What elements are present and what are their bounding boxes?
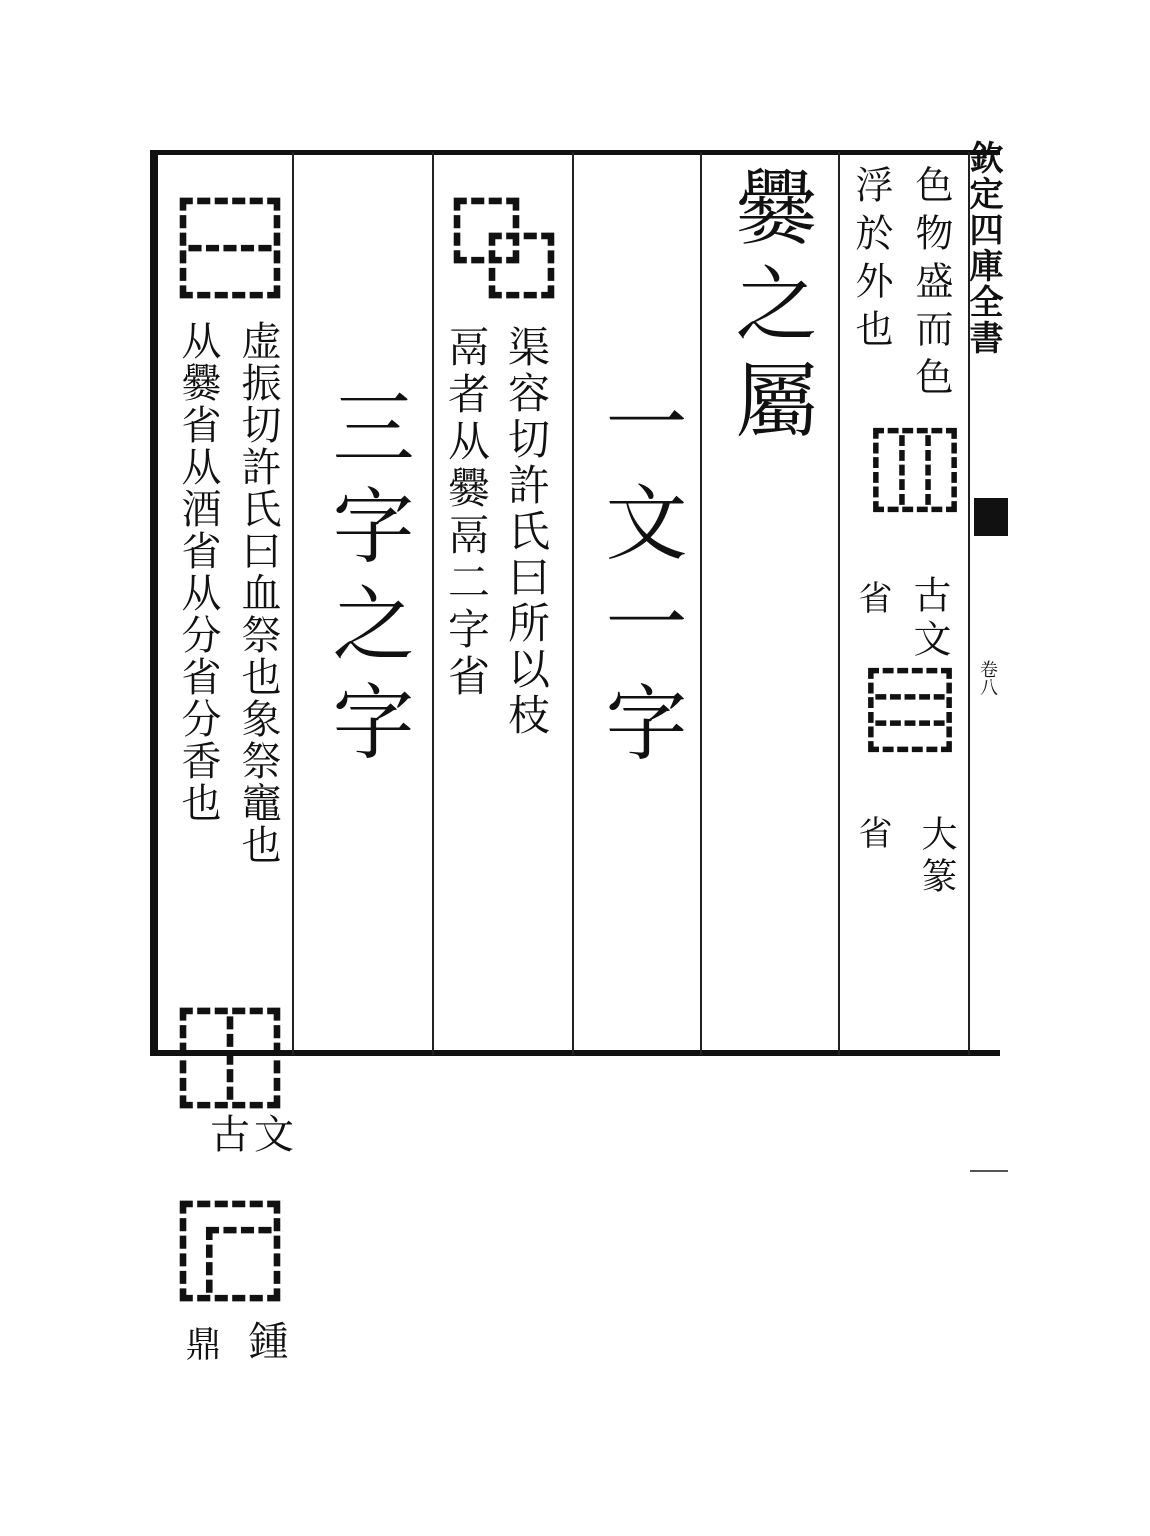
column-rule	[838, 152, 840, 1055]
fish-tail-mark	[974, 498, 1008, 536]
seal-glyph-icon: ⿳	[865, 660, 955, 766]
gloss-line: 鬲者从爨鬲二字省	[442, 325, 491, 701]
gloss-line: 渠容切許氏曰所以枝	[502, 325, 551, 739]
count-line: 一文一字	[592, 380, 687, 780]
section-heading: 爨之屬	[722, 165, 817, 453]
gloss-line: 虚振切許氏曰血祭也象祭竈也	[235, 320, 281, 866]
seal-glyph-icon: ⿻	[449, 189, 558, 315]
column-rule	[572, 152, 574, 1055]
text-line: 古文	[907, 575, 951, 663]
volume-label: 卷八	[977, 660, 998, 696]
seal-glyph-icon: ⿸	[175, 1192, 284, 1318]
edge-tick	[970, 1170, 1008, 1172]
text-line: 色物盛而色	[909, 165, 953, 405]
seal-glyph-icon: ⿰	[175, 999, 284, 1125]
text-line: 省	[852, 580, 892, 614]
count-line: 三字之字	[319, 385, 414, 777]
column-rule	[700, 152, 702, 1055]
column-rule	[292, 152, 294, 1055]
gloss-line: 从爨省从酒省从分省分香也	[175, 320, 221, 824]
book-title-edge: 欽定四庫全書	[963, 140, 1003, 356]
text-line: 古文	[210, 1112, 298, 1158]
column-rule	[432, 152, 434, 1055]
text-line: 大篆	[916, 815, 957, 899]
text-line: 鼎	[180, 1325, 221, 1361]
text-line: 浮於外也	[849, 165, 893, 357]
text-line: 鍾	[242, 1320, 288, 1360]
seal-glyph-icon: ⿲	[870, 420, 960, 526]
seal-glyph-icon: ⿱	[175, 189, 284, 315]
text-line: 省	[852, 815, 892, 849]
